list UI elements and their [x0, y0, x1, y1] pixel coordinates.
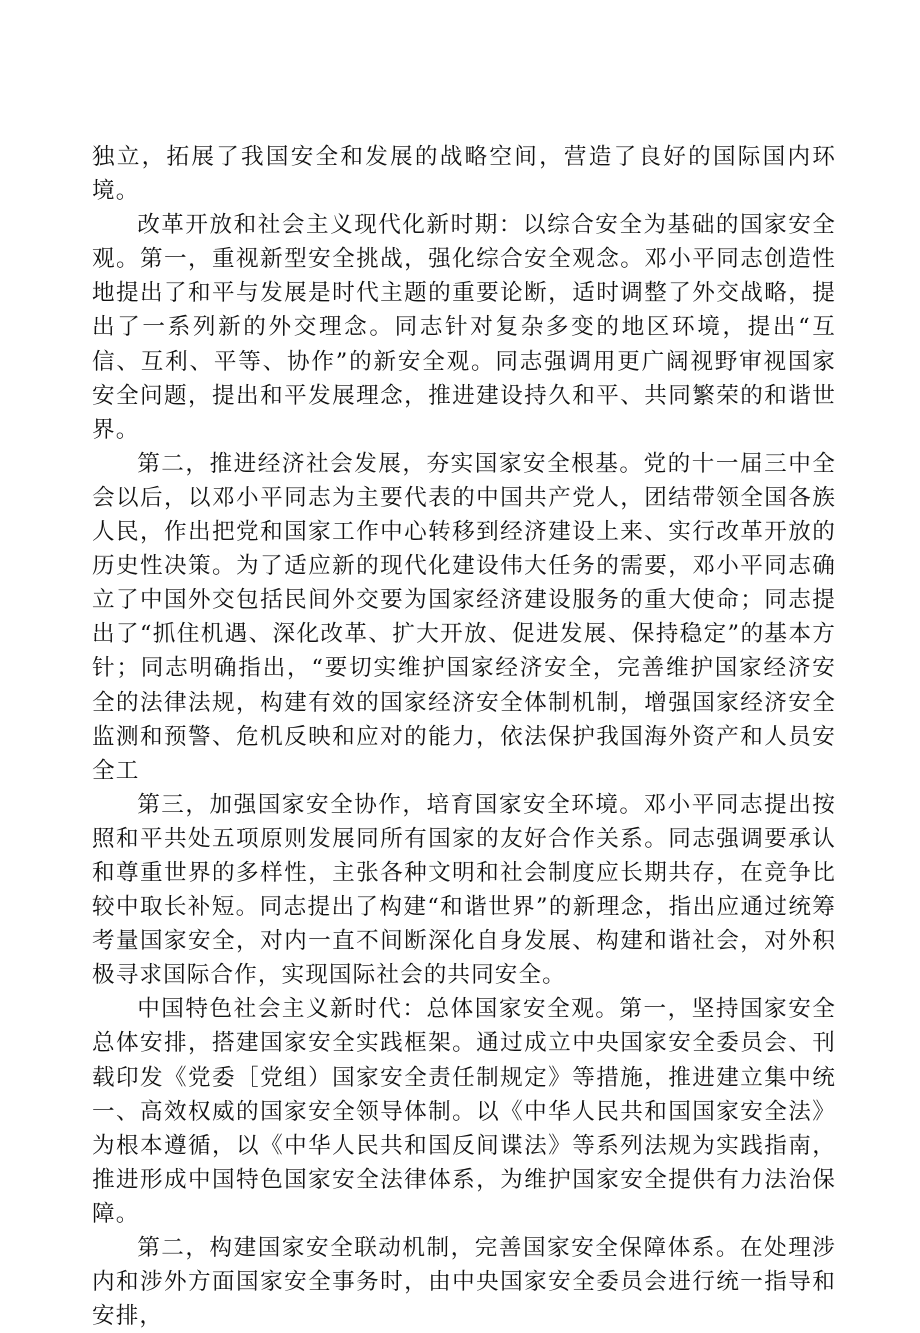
paragraph-3: 第二，推进经济社会发展，夯实国家安全根基。党的十一届三中全会以后，以邓小平同志为主要代表的中国共产党人，团结带领全国各族人民，作出把党和国家工作中心转移到经济建设上来、实行改革开放的历史性决策。为了适应新的现代化建设伟大任务的需要，邓小平同志确立了中国外交包括民间外交要为国家经济建设服务的重大使命；同志提出了“抓住机遇、深化改革、扩大开放、促进发展、保持稳定”的基本方针；同志明确指出，“要切实维护国家经济安全，完善维护国家经济安全的法律法规，构建有效的国家经济安全体制机制，增强国家经济安全监测和预警、危机反映和应对的能力，依法保护我国海外资产和人员安全工	[92, 450, 836, 784]
paragraph-2: 改革开放和社会主义现代化新时期：以综合安全为基础的国家安全观。第一，重视新型安全挑战，强化综合安全观念。邓小平同志创造性地提出了和平与发展是时代主题的重要论断，适时调整了外交战略，提出了一系列新的外交理念。同志针对复杂多变的地区环境，提出“互信、互利、平等、协作”的新安全观。同志强调用更广阔视野审视国家安全问题，提出和平发展理念，推进建设持久和平、共同繁荣的和谐世界。	[92, 212, 836, 443]
document-body	[92, 140, 836, 1333]
paragraph-4: 第三，加强国家安全协作，培育国家安全环境。邓小平同志提出按照和平共处五项原则发展同所有国家的友好合作关系。同志强调要承认和尊重世界的多样性，主张各种文明和社会制度应长期共存，在竞争比较中取长补短。同志提出了构建“和谐世界”的新理念，指出应通过统筹考量国家安全，对内一直不间断深化自身发展、构建和谐社会，对外积极寻求国际合作，实现国际社会的共同安全。	[92, 791, 836, 989]
paragraph-5: 中国特色社会主义新时代：总体国家安全观。第一，坚持国家安全总体安排，搭建国家安全实践框架。通过成立中央国家安全委员会、刊载印发《党委［党组）国家安全责任制规定》等措施，推进建立集中统一、高效权威的国家安全领导体制。以《中华人民共和国国家安全法》为根本遵循，以《中华人民共和国反间谍法》等系列法规为实践指南，推进形成中国特色国家安全法律体系，为维护国家安全提供有力法治保障。	[92, 996, 836, 1227]
paragraph-1: 独立，拓展了我国安全和发展的战略空间，营造了良好的国际国内环境。	[92, 144, 836, 205]
paragraph-6: 第二，构建国家安全联动机制，完善国家安全保障体系。在处理涉内和涉外方面国家安全事务时，由中央国家安全委员会进行统一指导和安排，	[92, 1235, 836, 1330]
